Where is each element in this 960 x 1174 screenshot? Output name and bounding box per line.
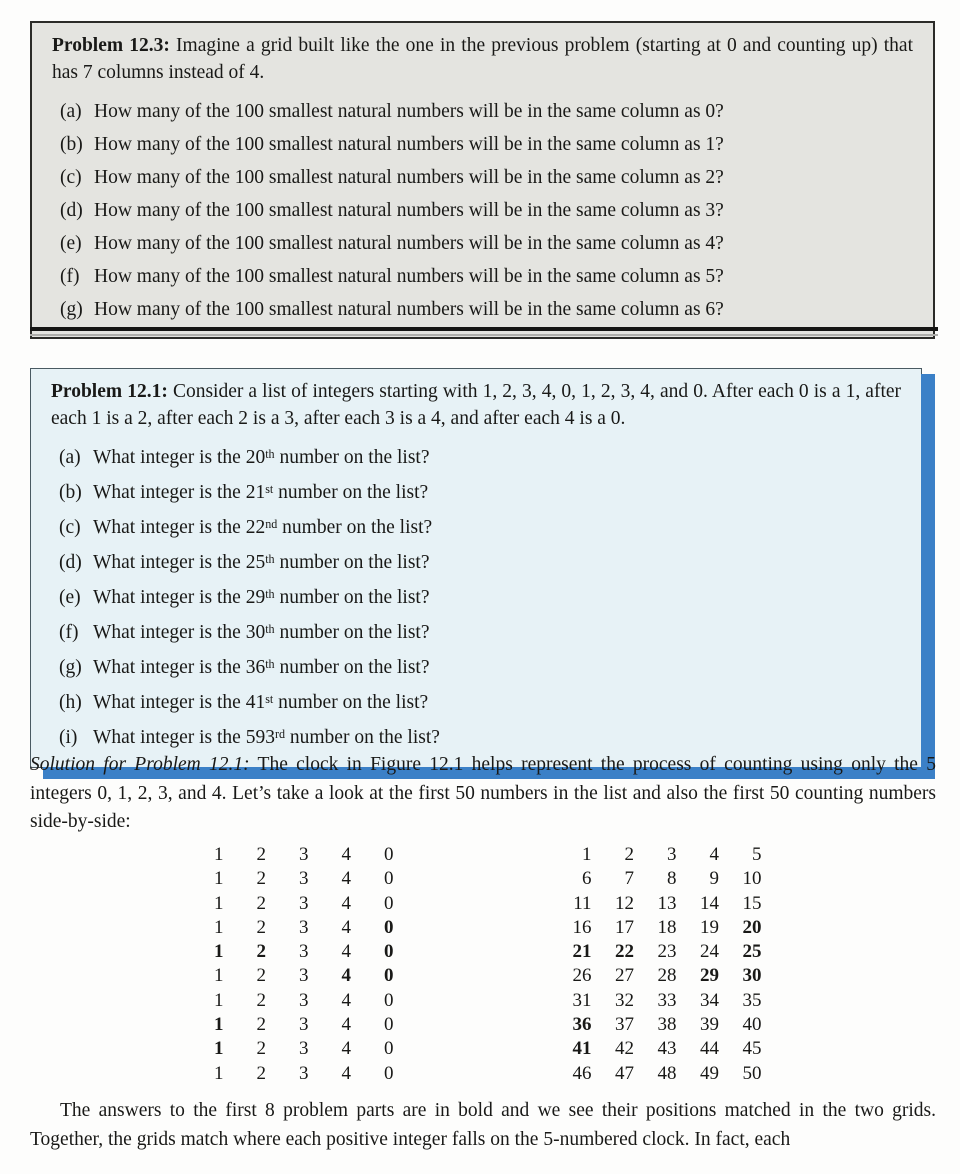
counting-grids bbox=[0, 843, 960, 1087]
section-divider-rule bbox=[30, 327, 938, 336]
problem-12-1-box bbox=[30, 368, 922, 768]
ordinal-number: 29 bbox=[245, 587, 266, 608]
grid-number: 2 bbox=[256, 1014, 266, 1036]
grid-number: 45 bbox=[742, 1038, 762, 1060]
grid-number: 40 bbox=[742, 1014, 762, 1036]
solution-lead: Solution for Problem 12.1: bbox=[30, 754, 250, 775]
grid-number: 22 bbox=[615, 941, 634, 963]
problem-12-3-box bbox=[30, 21, 935, 339]
part-letter: (a) bbox=[59, 447, 81, 468]
grid-row bbox=[549, 1013, 762, 1037]
part-letter: (f) bbox=[59, 622, 79, 643]
grid-number: 2 bbox=[256, 892, 266, 914]
grid-number: 49 bbox=[700, 1062, 719, 1084]
problem-12-3-parts bbox=[52, 95, 913, 326]
grid-number: 34 bbox=[700, 989, 719, 1011]
ordinal-suffix: th bbox=[265, 586, 275, 601]
part-letter: (b) bbox=[60, 134, 83, 155]
ordinal-number: 30 bbox=[245, 622, 266, 643]
grid-number: 5 bbox=[752, 844, 762, 865]
grid-number: 13 bbox=[657, 892, 677, 914]
grid-number: 1 bbox=[582, 844, 592, 865]
part-letter: (c) bbox=[59, 517, 81, 538]
ordinal-number: 36 bbox=[245, 657, 266, 678]
grid-number: 3 bbox=[299, 868, 309, 890]
grid-row bbox=[181, 989, 394, 1013]
grid-number: 0 bbox=[384, 1038, 394, 1060]
part-text-pre: What integer is the bbox=[93, 622, 246, 643]
grid-row bbox=[181, 1037, 394, 1061]
grid-number: 37 bbox=[615, 1014, 634, 1036]
grid-number: 44 bbox=[700, 1038, 719, 1060]
grid-number: 3 bbox=[299, 892, 309, 914]
part-text bbox=[93, 616, 430, 651]
part-text: How many of the 100 smallest natural numbers will be in the same column as 2? bbox=[94, 167, 724, 188]
grid-number: 4 bbox=[341, 1038, 351, 1060]
grid-number: 47 bbox=[615, 1062, 634, 1084]
part-text bbox=[93, 511, 432, 546]
ordinal-suffix: st bbox=[265, 481, 274, 496]
grid-number: 3 bbox=[299, 941, 309, 963]
problem-12-3-label: Problem 12.3: bbox=[52, 35, 170, 56]
grid-number: 32 bbox=[615, 989, 634, 1011]
problem-12-1-label: Problem 12.1: bbox=[51, 381, 168, 402]
problem-part bbox=[51, 686, 901, 721]
part-text bbox=[93, 546, 430, 581]
grid-row bbox=[181, 867, 394, 891]
ordinal-suffix: th bbox=[265, 656, 275, 671]
part-letter: (i) bbox=[59, 727, 78, 748]
grid-number: 14 bbox=[700, 892, 719, 914]
problem-part bbox=[52, 227, 913, 260]
part-text-post: number on the list? bbox=[274, 622, 430, 643]
grid-number: 3 bbox=[299, 965, 309, 987]
problem-part bbox=[52, 260, 913, 293]
part-text-pre: What integer is the bbox=[93, 517, 246, 538]
grid-number: 20 bbox=[742, 916, 762, 938]
grid-row bbox=[549, 1062, 762, 1086]
solution-paragraph bbox=[30, 751, 936, 837]
problem-part bbox=[52, 194, 913, 227]
part-text-post: number on the list? bbox=[273, 692, 429, 713]
grid-number: 29 bbox=[700, 965, 719, 987]
grid-number: 3 bbox=[667, 844, 677, 865]
grid-number: 0 bbox=[384, 892, 394, 914]
part-text-post: number on the list? bbox=[277, 517, 433, 538]
problem-part bbox=[51, 651, 901, 686]
problem-part bbox=[52, 161, 913, 194]
grid-row bbox=[181, 964, 394, 988]
grid-number: 1 bbox=[214, 989, 224, 1011]
part-text-post: number on the list? bbox=[274, 657, 430, 678]
grid-number: 18 bbox=[657, 916, 677, 938]
grid-number: 2 bbox=[256, 1038, 266, 1060]
part-text: How many of the 100 smallest natural numbers will be in the same column as 5? bbox=[94, 266, 724, 287]
part-text: How many of the 100 smallest natural numbers will be in the same column as 1? bbox=[94, 134, 724, 155]
grid-number: 31 bbox=[572, 989, 592, 1011]
grid-number: 23 bbox=[657, 941, 677, 963]
grid-row bbox=[181, 940, 394, 964]
grid-number: 2 bbox=[256, 868, 266, 890]
part-text bbox=[93, 476, 428, 511]
problem-part bbox=[51, 511, 901, 546]
part-letter: (g) bbox=[60, 299, 83, 320]
problem-12-1-text: Consider a list of integers starting with 1, 2, 3, 4, 0, 1, 2, 3, 4, and 0. After each 0 is a 1, after each 1 is a 2, after each 2 is a 3, after each 3 is a 4, and after each 4 is a 0. bbox=[51, 381, 902, 429]
grid-number: 0 bbox=[384, 868, 394, 890]
grid-number: 4 bbox=[341, 941, 351, 963]
ordinal-number: 41 bbox=[245, 692, 266, 713]
ordinal-suffix: rd bbox=[274, 726, 286, 741]
grid-number: 1 bbox=[214, 941, 224, 963]
grid-number: 3 bbox=[299, 1038, 309, 1060]
problem-part bbox=[51, 581, 901, 616]
ordinal-number: 25 bbox=[245, 552, 266, 573]
part-text bbox=[93, 686, 428, 721]
grid-number: 2 bbox=[256, 916, 266, 938]
grid-number: 12 bbox=[615, 892, 634, 914]
part-text-pre: What integer is the bbox=[93, 482, 246, 503]
problem-part bbox=[51, 441, 901, 476]
grid-number: 2 bbox=[256, 989, 266, 1011]
part-text-post: number on the list? bbox=[273, 482, 429, 503]
part-letter: (f) bbox=[60, 266, 80, 287]
grid-number: 42 bbox=[615, 1038, 634, 1060]
part-text-pre: What integer is the bbox=[93, 727, 246, 748]
grid-row bbox=[181, 843, 394, 867]
grid-number: 48 bbox=[657, 1062, 677, 1084]
ordinal-suffix: th bbox=[265, 446, 275, 461]
grid-number: 46 bbox=[572, 1062, 592, 1084]
grid-number: 9 bbox=[709, 868, 719, 890]
grid-row bbox=[549, 989, 762, 1013]
grid-number: 4 bbox=[341, 916, 351, 938]
grid-number: 1 bbox=[214, 892, 224, 914]
grid-number: 3 bbox=[299, 1062, 309, 1084]
grid-row bbox=[181, 916, 394, 940]
grid-number: 36 bbox=[572, 1014, 592, 1036]
grid-number: 4 bbox=[341, 965, 351, 987]
grid-number: 2 bbox=[256, 941, 266, 963]
grid-number: 2 bbox=[256, 1062, 266, 1084]
grid-row bbox=[549, 892, 762, 916]
ordinal-number: 593 bbox=[245, 727, 275, 748]
grid-number: 24 bbox=[700, 941, 719, 963]
problem-12-1-parts bbox=[51, 441, 901, 756]
problem-12-3-statement bbox=[52, 32, 913, 86]
part-text-pre: What integer is the bbox=[93, 657, 246, 678]
grid-number: 4 bbox=[341, 844, 351, 865]
part-text-post: number on the list? bbox=[274, 552, 430, 573]
ordinal-number: 21 bbox=[245, 482, 266, 503]
grid-number: 41 bbox=[572, 1038, 592, 1060]
grid-number: 2 bbox=[256, 844, 266, 865]
grid-row bbox=[181, 892, 394, 916]
grid-row bbox=[549, 940, 762, 964]
grid-number: 25 bbox=[742, 941, 762, 963]
ordinal-suffix: st bbox=[265, 691, 274, 706]
grid-number: 19 bbox=[700, 916, 719, 938]
solution-text: The clock in Figure 12.1 helps represent the process of counting using only the 5 integers 0, 1, 2, 3, and 4. Let’s take a look at the first 50 numbers in the list and also the first 50 counting numbers side-by-side: bbox=[30, 754, 936, 832]
part-letter: (c) bbox=[60, 167, 82, 188]
grid-number: 1 bbox=[214, 916, 224, 938]
grid-number: 21 bbox=[572, 941, 592, 963]
part-text-pre: What integer is the bbox=[93, 692, 246, 713]
grid-number: 1 bbox=[214, 1038, 224, 1060]
grid-number: 0 bbox=[384, 844, 394, 865]
problem-12-3-text: Imagine a grid built like the one in the previous problem (starting at 0 and counting up) that has 7 columns instead of 4. bbox=[52, 35, 914, 83]
counting-numbers-grid bbox=[549, 843, 762, 1086]
grid-number: 1 bbox=[214, 844, 224, 865]
part-text: How many of the 100 smallest natural numbers will be in the same column as 3? bbox=[94, 200, 724, 221]
part-letter: (e) bbox=[60, 233, 82, 254]
grid-number: 35 bbox=[742, 989, 762, 1011]
ordinal-suffix: th bbox=[265, 621, 275, 636]
grid-row bbox=[549, 916, 762, 940]
part-text-pre: What integer is the bbox=[93, 587, 246, 608]
grid-number: 0 bbox=[384, 1014, 394, 1036]
grid-number: 39 bbox=[700, 1014, 719, 1036]
grid-number: 4 bbox=[341, 989, 351, 1011]
grid-number: 10 bbox=[742, 868, 762, 890]
grid-number: 26 bbox=[572, 965, 592, 987]
grid-row bbox=[549, 1037, 762, 1061]
mod-5-list-grid bbox=[181, 843, 394, 1086]
problem-12-1-statement bbox=[51, 378, 901, 432]
grid-number: 27 bbox=[615, 965, 634, 987]
grid-number: 15 bbox=[742, 892, 762, 914]
problem-part bbox=[51, 546, 901, 581]
grid-number: 2 bbox=[624, 844, 634, 865]
grid-number: 4 bbox=[341, 892, 351, 914]
grid-number: 38 bbox=[657, 1014, 677, 1036]
grid-number: 3 bbox=[299, 1014, 309, 1036]
ordinal-suffix: nd bbox=[265, 516, 278, 531]
grid-number: 33 bbox=[657, 989, 677, 1011]
grid-number: 4 bbox=[341, 1014, 351, 1036]
part-letter: (e) bbox=[59, 587, 81, 608]
grid-number: 30 bbox=[742, 965, 762, 987]
grid-number: 4 bbox=[341, 1062, 351, 1084]
grid-number: 1 bbox=[214, 965, 224, 987]
grid-number: 3 bbox=[299, 916, 309, 938]
grid-number: 16 bbox=[572, 916, 592, 938]
part-text-post: number on the list? bbox=[285, 727, 440, 748]
part-text bbox=[93, 581, 430, 616]
grid-number: 50 bbox=[742, 1062, 762, 1084]
closing-paragraph: The answers to the first 8 problem parts are in bold and we see their positions matched in the two grids. Together, the grids match where each positive integer falls on the 5-numbered clock. In fact, each bbox=[30, 1100, 936, 1150]
grid-number: 28 bbox=[657, 965, 677, 987]
problem-part bbox=[52, 293, 913, 326]
grid-number: 0 bbox=[384, 965, 394, 987]
grid-row bbox=[549, 867, 762, 891]
part-letter: (a) bbox=[60, 101, 82, 122]
grid-number: 0 bbox=[384, 989, 394, 1011]
grid-number: 6 bbox=[582, 868, 592, 890]
part-letter: (b) bbox=[59, 482, 82, 503]
grid-number: 2 bbox=[256, 965, 266, 987]
grid-number: 0 bbox=[384, 916, 394, 938]
problem-part bbox=[52, 128, 913, 161]
grid-number: 0 bbox=[384, 941, 394, 963]
grid-number: 1 bbox=[214, 1014, 224, 1036]
part-text-post: number on the list? bbox=[274, 447, 430, 468]
ordinal-number: 22 bbox=[245, 517, 266, 538]
grid-row bbox=[181, 1013, 394, 1037]
grid-number: 3 bbox=[299, 989, 309, 1011]
grid-row bbox=[181, 1062, 394, 1086]
part-text-pre: What integer is the bbox=[93, 447, 246, 468]
part-letter: (g) bbox=[59, 657, 82, 678]
problem-part bbox=[51, 476, 901, 511]
grid-number: 4 bbox=[341, 868, 351, 890]
part-letter: (h) bbox=[59, 692, 82, 713]
box-shadow-right bbox=[921, 374, 935, 779]
part-text-post: number on the list? bbox=[274, 587, 430, 608]
grid-number: 7 bbox=[624, 868, 634, 890]
grid-number: 0 bbox=[384, 1062, 394, 1084]
problem-part bbox=[51, 616, 901, 651]
part-text bbox=[93, 651, 430, 686]
part-text: How many of the 100 smallest natural numbers will be in the same column as 4? bbox=[94, 233, 724, 254]
part-text: How many of the 100 smallest natural numbers will be in the same column as 0? bbox=[94, 101, 724, 122]
part-letter: (d) bbox=[60, 200, 83, 221]
grid-number: 17 bbox=[615, 916, 634, 938]
problem-part bbox=[52, 95, 913, 128]
part-text: How many of the 100 smallest natural numbers will be in the same column as 6? bbox=[94, 299, 724, 320]
ordinal-suffix: th bbox=[265, 551, 275, 566]
grid-number: 3 bbox=[299, 844, 309, 865]
grid-row bbox=[549, 843, 762, 867]
grid-number: 4 bbox=[709, 844, 719, 865]
grid-number: 11 bbox=[573, 892, 592, 914]
part-letter: (d) bbox=[59, 552, 82, 573]
part-text bbox=[93, 441, 430, 476]
grid-number: 8 bbox=[667, 868, 677, 890]
grid-number: 1 bbox=[214, 1062, 224, 1084]
part-text-pre: What integer is the bbox=[93, 552, 246, 573]
grid-number: 1 bbox=[214, 868, 224, 890]
grid-number: 43 bbox=[657, 1038, 677, 1060]
ordinal-number: 20 bbox=[245, 447, 266, 468]
grid-row bbox=[549, 964, 762, 988]
